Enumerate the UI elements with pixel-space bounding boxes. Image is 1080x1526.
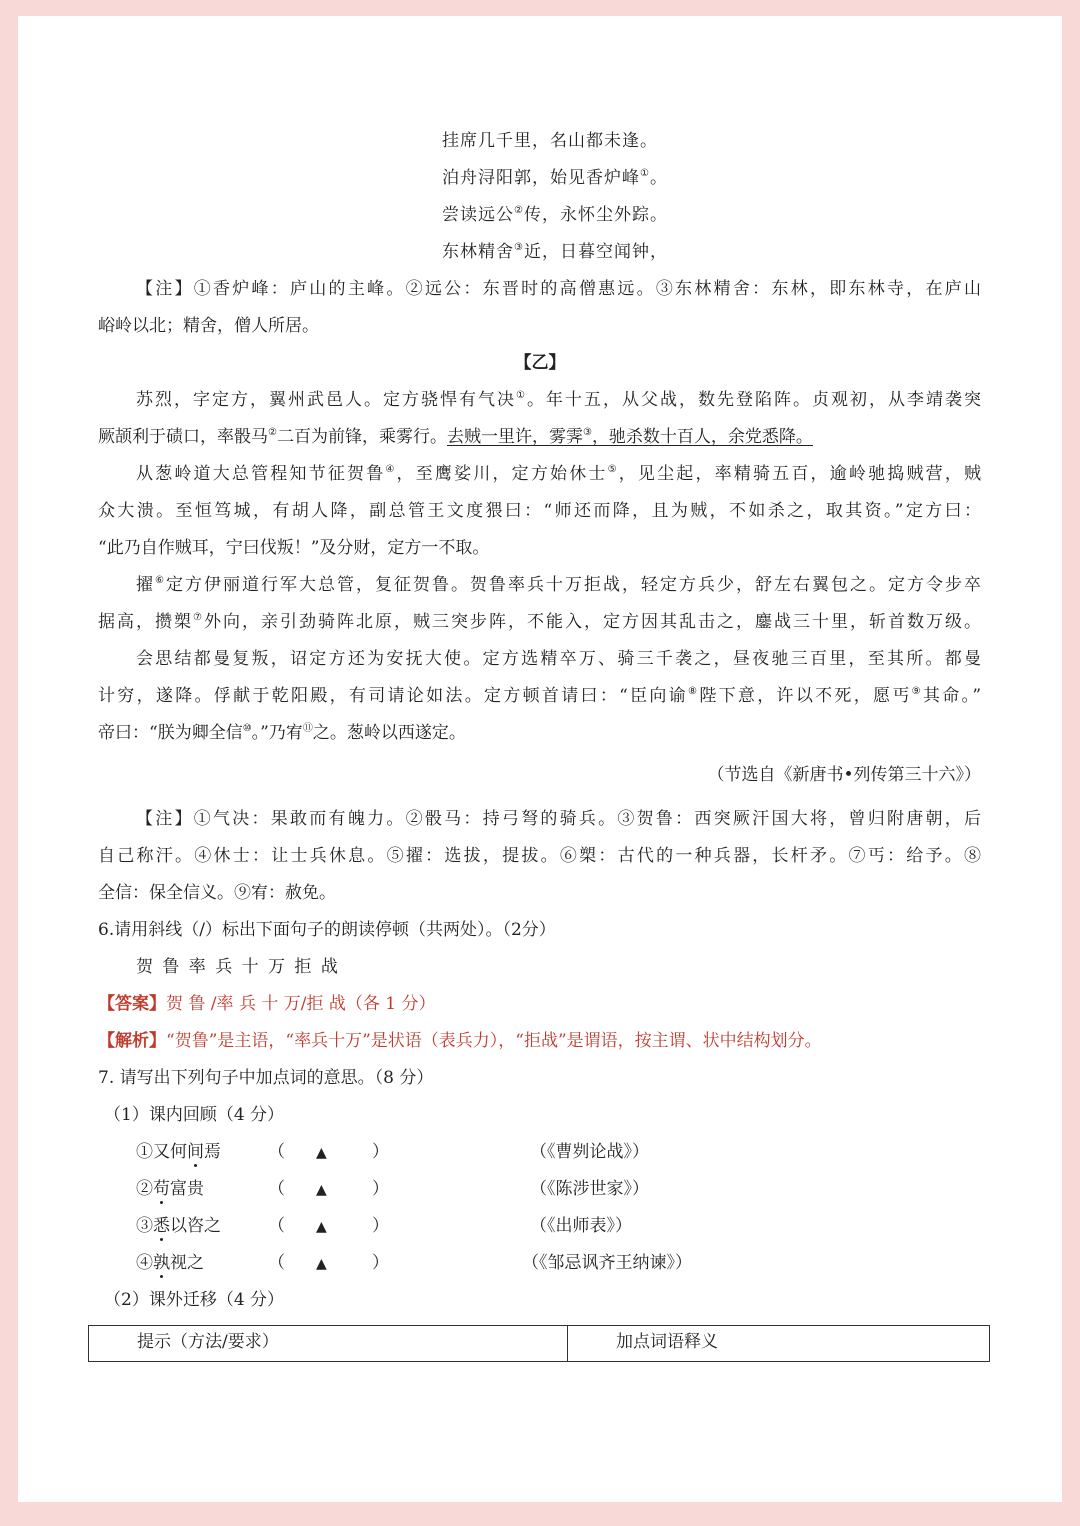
passage-p4-line-2: 计穷，遂降。俘献于乾阳殿，有司请论如法。定方顿首请曰：“臣向谕⑧陛下意，许以不死，愿丐⑨其命。” xyxy=(98,686,982,706)
triangle-icon: ▲ xyxy=(316,1182,327,1198)
poem-line-4: 东林精舍③近，日暮空闻钟， xyxy=(442,242,668,262)
q6-analysis: 【解析】“贺鲁”是主语，“率兵十万”是状语（表兵力），“拒战”是谓语，按主谓、状中结构划分。 xyxy=(98,1031,822,1051)
q6-answer: 【答案】贺 鲁 /率 兵 十 万/拒 战（各 1 分） xyxy=(98,994,436,1014)
q7-item-2-source: （《陈涉世家》） xyxy=(530,1179,649,1199)
q7-item-4-paren-r: ） xyxy=(372,1253,389,1273)
passage-p2-line-1: 从葱岭道大总管程知节征贺鲁④，至鹰娑川，定方始休士⑤，见尘起，率精骑五百，逾岭驰捣贼营，贼 xyxy=(136,464,982,484)
note2-line-2: 自己称汗。④休士：让士兵休息。⑤擢：选拔，提拔。⑥槊：古代的一种兵器，长杆矛。⑦丐：给予。⑧ xyxy=(98,846,981,866)
poem-line-2: 泊舟浔阳郭，始见香炉峰①。 xyxy=(442,168,668,188)
q7-item-1: ①又何间焉 xyxy=(136,1142,221,1162)
q7-item-1-source: （《曹刿论战》） xyxy=(530,1142,649,1162)
passage-p3-line-1: 擢⑥定方伊丽道行军大总管，复征贺鲁。贺鲁率兵十万拒战，轻定方兵少，舒左右翼包之。定方令步卒 xyxy=(136,575,982,595)
q7-item-2: ②苟富贵 xyxy=(136,1179,204,1199)
q7-item-4-paren-l: （ xyxy=(268,1253,285,1273)
triangle-icon: ▲ xyxy=(316,1219,327,1235)
table-header-hint: 提示（方法/要求） xyxy=(89,1326,568,1361)
dotted-char: 孰 xyxy=(153,1253,170,1273)
underlined-sentence: 去贼一里许，雾霁③，驰杀数十百人，余党悉降。 xyxy=(446,427,813,447)
q7-item-4-source: （《邹忌讽齐王纳谏》） xyxy=(522,1253,692,1273)
q7-item-2-paren-r: ） xyxy=(372,1179,389,1199)
passage-p2-line-2: 众大溃。至恒笃城，有胡人降，副总管王文度猥曰：“师还而降，且为贼，不如杀之，取其资。”定方曰： xyxy=(98,501,981,521)
triangle-icon: ▲ xyxy=(316,1145,327,1161)
passage-p4-line-3: 帝曰：“朕为卿全信⑩。”乃宥⑪之。葱岭以西遂定。 xyxy=(98,723,466,743)
q7-item-3-paren-r: ） xyxy=(372,1216,389,1236)
q7-part2: （2）课外迁移（4 分） xyxy=(104,1290,285,1310)
passage-p4-line-1: 会思结都曼复叛，诏定方还为安抚大使。定方选精卒万、骑三千袭之，昼夜驰三百里，至其所。都曼 xyxy=(136,649,981,669)
q7-item-3-paren-l: （ xyxy=(268,1216,285,1236)
q7-item-1-paren-l: （ xyxy=(268,1142,285,1162)
dotted-char: 悉 xyxy=(153,1216,170,1236)
source-citation: （节选自《新唐书•列传第三十六》） xyxy=(707,765,981,785)
q6-title: 6.请用斜线（/）标出下面句子的朗读停顿（共两处）。（2分） xyxy=(98,920,556,940)
note1-line-2: 峪岭以北；精舍，僧人所居。 xyxy=(98,316,319,336)
document-page xyxy=(18,16,1062,1502)
table-header-meaning: 加点词语释义 xyxy=(616,1332,718,1352)
q7-item-3: ③悉以咨之 xyxy=(136,1216,221,1236)
q7-item-4: ④孰视之 xyxy=(136,1253,204,1273)
q7-item-1-paren-r: ） xyxy=(372,1142,389,1162)
dotted-char: 间 xyxy=(187,1142,204,1162)
passage-p2-line-3: “此乃自作贼耳，宁曰伐叛！”及分财，定方一不取。 xyxy=(98,538,490,558)
poem-line-3: 尝读远公②传，永怀尘外踪。 xyxy=(442,205,668,225)
q7-part1: （1）课内回顾（4 分） xyxy=(104,1105,285,1125)
q7-title: 7. 请写出下列句子中加点词的意思。（8 分） xyxy=(98,1068,434,1088)
dotted-char: 苟 xyxy=(153,1179,170,1199)
note2-line-1: 【注】①气决：果敢而有魄力。②骰马：持弓弩的骑兵。③贺鲁：西突厥汗国大将，曾归附唐朝，后 xyxy=(136,809,981,829)
note2-line-3: 全信：保全信义。⑨宥：赦免。 xyxy=(98,883,336,903)
q6-sentence: 贺 鲁 率 兵 十 万 拒 战 xyxy=(136,957,340,977)
passage-p1-line-2: 厥颉利于碛口，率骰马②二百为前锋，乘雾行。去贼一里许，雾霁③，驰杀数十百人，余党悉降。 xyxy=(98,427,813,447)
q7-item-3-source: （《出师表》） xyxy=(530,1216,632,1236)
section-heading: 【乙】 xyxy=(514,353,566,373)
triangle-icon: ▲ xyxy=(316,1256,327,1272)
answer-table xyxy=(88,1325,990,1362)
passage-p1-line-1: 苏烈，字定方，翼州武邑人。定方骁悍有气决①。年十五，从父战，数先登陷阵。贞观初，从李靖袭突 xyxy=(136,390,981,410)
poem-line-1: 挂席几千里，名山都未逢。 xyxy=(442,131,658,151)
note1-line-1: 【注】①香炉峰：庐山的主峰。②远公：东晋时的高僧惠远。③东林精舍：东林，即东林寺，在庐山 xyxy=(136,279,981,299)
q7-item-2-paren-l: （ xyxy=(268,1179,285,1199)
passage-p3-line-2: 据高，攒槊⑦外向，亲引劲骑阵北原，贼三突步阵，不能入，定方因其乱击之，鏖战三十里，斩首数万级。 xyxy=(98,612,982,632)
